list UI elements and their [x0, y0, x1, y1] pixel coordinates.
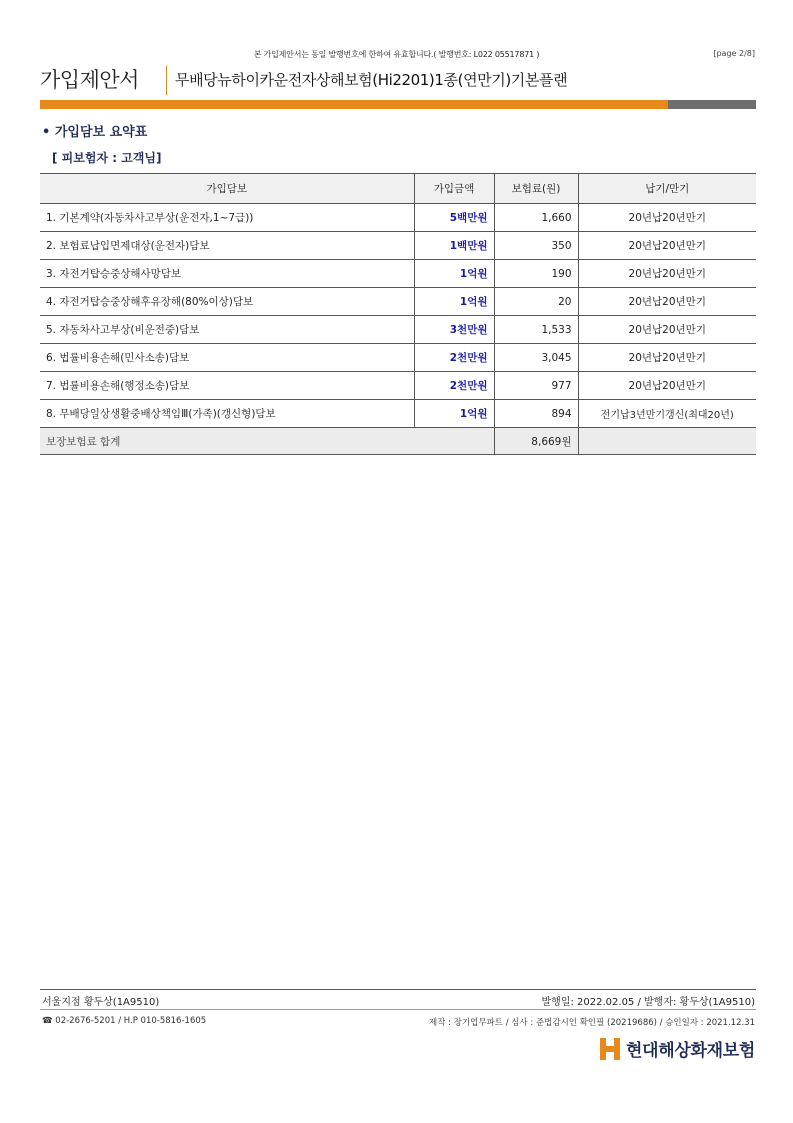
column-header-premium: 보험료(원)	[494, 174, 578, 204]
column-header-amount: 가입금액	[414, 174, 494, 204]
footer-divider-secondary	[40, 1009, 756, 1010]
table-row	[40, 288, 756, 316]
validity-notice: 본 가입제안서는 동일 발행번호에 한하여 유효합니다.( 발행번호: L022 05517871 )	[253, 50, 540, 59]
coverage-summary-table	[40, 173, 756, 455]
coverage-amount: 5백만원	[414, 204, 494, 232]
coverage-name: 1. 기본계약(자동차사고부상(운전자,1~7급))	[40, 204, 414, 232]
section-title: • 가입담보 요약표	[42, 125, 148, 140]
coverage-premium: 1,660	[494, 204, 578, 232]
company-name: 현대해상화재보험	[626, 1041, 755, 1061]
coverage-term: 20년납20년만기	[578, 204, 756, 232]
insured-label: [ 피보험자 : 고객님]	[52, 151, 162, 165]
table-row	[40, 344, 756, 372]
coverage-amount: 2천만원	[414, 372, 494, 400]
coverage-premium: 1,533	[494, 316, 578, 344]
coverage-term: 전기납3년만기갱신(최대20년)	[578, 400, 756, 428]
coverage-amount: 1억원	[414, 288, 494, 316]
header-bar-gray	[668, 100, 756, 109]
coverage-term: 20년납20년만기	[578, 372, 756, 400]
coverage-name: 6. 법률비용손해(민사소송)담보	[40, 344, 414, 372]
coverage-name: 4. 자전거탑승중상해후유장해(80%이상)담보	[40, 288, 414, 316]
agent-info: 서울지점 황두상(1A9510)	[42, 997, 160, 1008]
table-row	[40, 232, 756, 260]
total-row	[40, 428, 756, 455]
coverage-name: 7. 법률비용손해(행정소송)담보	[40, 372, 414, 400]
coverage-premium: 350	[494, 232, 578, 260]
coverage-term: 20년납20년만기	[578, 316, 756, 344]
column-header-coverage: 가입담보	[40, 174, 414, 204]
coverage-amount: 2천만원	[414, 344, 494, 372]
page-number: [page 2/8]	[713, 49, 755, 58]
hyundai-h-logo-icon	[600, 1038, 620, 1060]
coverage-premium: 3,045	[494, 344, 578, 372]
issue-info: 발행일: 2022.02.05 / 발행자: 황두상(1A9510)	[541, 997, 755, 1008]
coverage-amount: 1백만원	[414, 232, 494, 260]
product-name: 무배당뉴하이카운전자상해보험(Hi2201)1종(연만기)기본플랜	[175, 71, 568, 89]
coverage-premium: 20	[494, 288, 578, 316]
coverage-name: 2. 보험료납입면제대상(운전자)담보	[40, 232, 414, 260]
coverage-amount: 3천만원	[414, 316, 494, 344]
table-header-row	[40, 174, 756, 204]
coverage-name: 5. 자동차사고부상(비운전중)담보	[40, 316, 414, 344]
table-row	[40, 400, 756, 428]
table-row	[40, 316, 756, 344]
total-label: 보장보험료 합계	[40, 428, 494, 455]
document-title: 가입제안서	[40, 68, 139, 92]
coverage-premium: 190	[494, 260, 578, 288]
coverage-amount: 1억원	[414, 260, 494, 288]
coverage-amount: 1억원	[414, 400, 494, 428]
coverage-term: 20년납20년만기	[578, 260, 756, 288]
approval-info: 제작 : 장기업무파트 / 심사 : 준법감시인 확인필 (20219686) / 승인일자 : 2021.12.31	[429, 1018, 755, 1028]
header-bar-orange	[40, 100, 668, 109]
company-brand	[600, 1036, 755, 1061]
coverage-term: 20년납20년만기	[578, 232, 756, 260]
coverage-name: 8. 무배당일상생활중배상책임Ⅲ(가족)(갱신형)담보	[40, 400, 414, 428]
contact-info: ☎ 02-2676-5201 / H.P 010-5816-1605	[42, 1016, 207, 1026]
column-header-term: 납기/만기	[578, 174, 756, 204]
coverage-premium: 977	[494, 372, 578, 400]
coverage-premium: 894	[494, 400, 578, 428]
title-divider	[166, 66, 167, 95]
coverage-term: 20년납20년만기	[578, 288, 756, 316]
total-empty-cell	[578, 428, 756, 455]
coverage-name: 3. 자전거탑승중상해사망담보	[40, 260, 414, 288]
table-row	[40, 372, 756, 400]
total-premium: 8,669원	[494, 428, 578, 455]
table-row	[40, 204, 756, 232]
table-row	[40, 260, 756, 288]
footer-divider	[40, 989, 756, 990]
coverage-term: 20년납20년만기	[578, 344, 756, 372]
